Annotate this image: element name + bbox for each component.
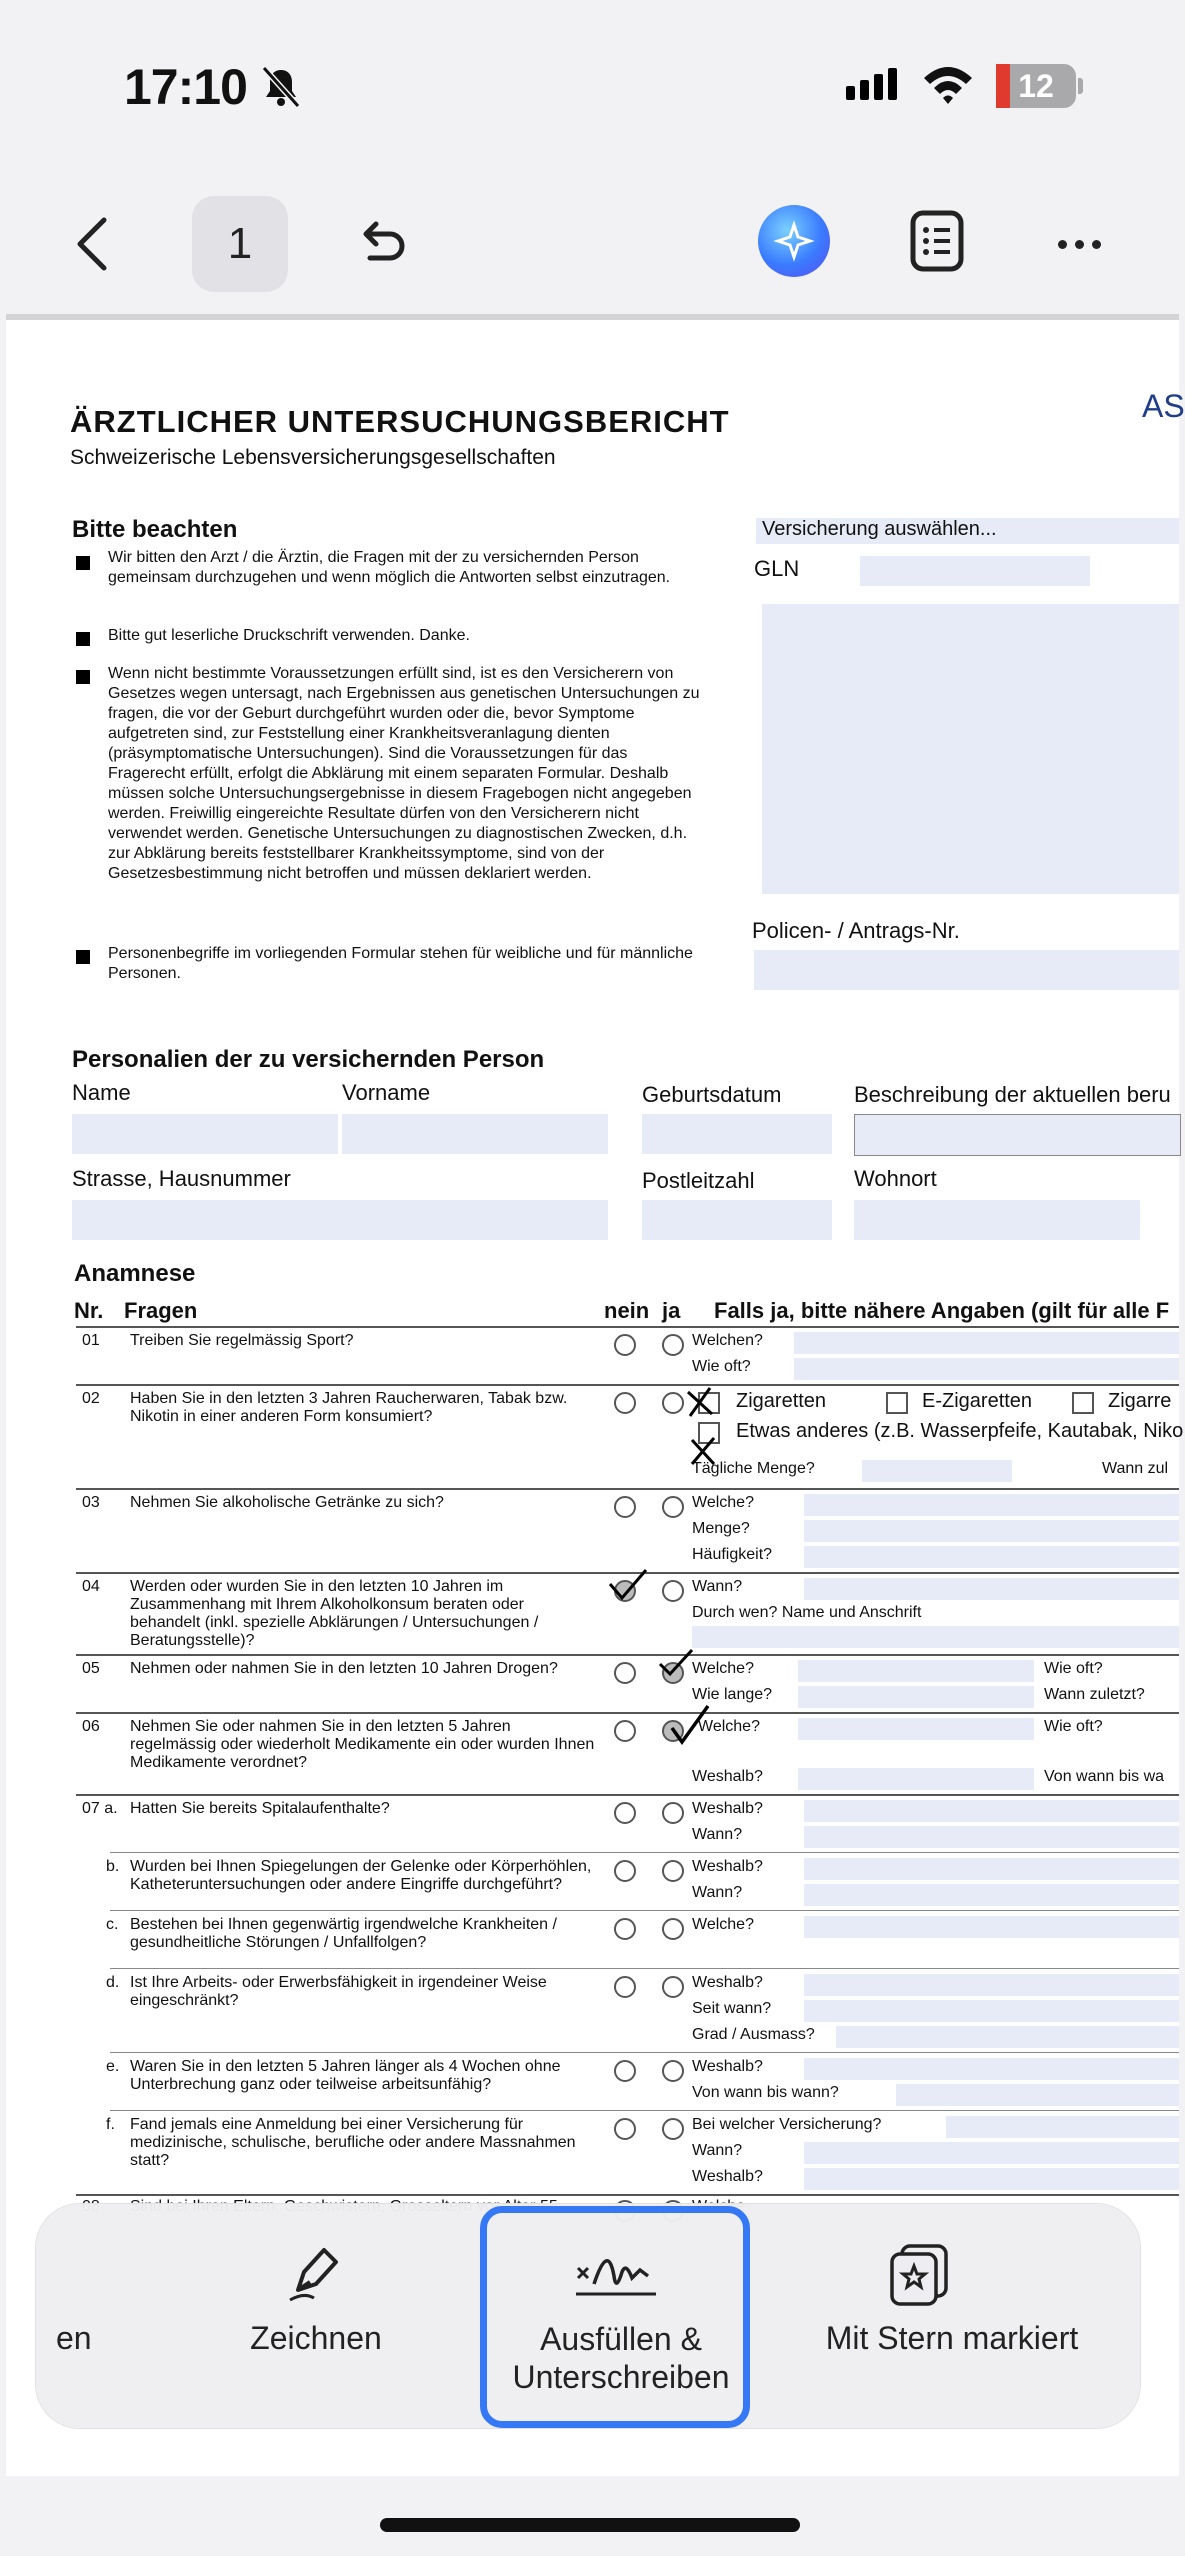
col-ja: ja	[662, 1298, 681, 1323]
detail-label: Wie lange?	[692, 1686, 773, 1703]
ja-radio[interactable]	[662, 1580, 684, 1602]
question-number: c.	[106, 1916, 119, 1933]
ja-radio[interactable]	[662, 1976, 684, 1998]
ja-radio[interactable]	[662, 2118, 684, 2140]
detail-field[interactable]	[804, 2168, 1179, 2190]
doc-subtitle: Schweizerische Lebensversicherungsgesellschaften	[70, 446, 556, 469]
question-text: Nehmen Sie alkoholische Getränke zu sich?	[130, 1494, 444, 1511]
detail-label: Welchen?	[692, 1332, 763, 1349]
wohnort-label: Wohnort	[854, 1166, 937, 1191]
pen-draw-icon[interactable]	[284, 2242, 344, 2306]
more-options-icon[interactable]	[1058, 236, 1109, 254]
question-text: Haben Sie in den letzten 3 Jahren Raucherwaren, Tabak bzw. Nikotin in einer anderen Form konsumiert?	[130, 1390, 568, 1425]
table-rule	[76, 1384, 1179, 1386]
strasse-field[interactable]	[72, 1200, 608, 1240]
detail-label: Zigarre	[1108, 1390, 1172, 1412]
detail-label: Welche?	[692, 1916, 754, 1933]
undo-icon[interactable]	[354, 216, 410, 272]
detail-label: Weshalb?	[692, 2168, 763, 2185]
question-text: Werden oder wurden Sie in den letzten 10 Jahren im Zusammenhang mit Ihrem Alkoholkonsum beraten oder behandelt (inkl. spezielle Abklärungen / Untersuchungen / Beratungsstelle)?	[130, 1578, 539, 1649]
zigarre-checkbox[interactable]	[1072, 1392, 1094, 1414]
question-number: 04	[82, 1578, 100, 1595]
nein-radio[interactable]	[614, 1918, 636, 1940]
detail-label: Zigaretten	[736, 1390, 827, 1412]
stamp-field[interactable]	[762, 604, 1179, 894]
detail-label: Häufigkeit?	[692, 1546, 773, 1563]
outline-list-icon[interactable]	[910, 210, 964, 272]
battery-level: 12	[1018, 68, 1054, 104]
detail-field[interactable]	[794, 1332, 1179, 1354]
table-rule	[76, 2194, 1179, 2196]
question-number: b.	[106, 1858, 120, 1875]
table-rule	[110, 1968, 1179, 1969]
ja-radio[interactable]	[662, 1496, 684, 1518]
detail-label: Tägliche Menge?	[692, 1460, 815, 1477]
detail-field[interactable]	[804, 2142, 1179, 2164]
detail-label: Weshalb?	[692, 1974, 763, 1991]
ja-radio[interactable]	[662, 1392, 684, 1414]
page-number-button[interactable]: 1	[192, 196, 288, 292]
e-zigaretten-checkbox[interactable]	[886, 1392, 908, 1414]
question-number: f.	[106, 2116, 115, 2133]
anamnese-heading: Anamnese	[74, 1260, 196, 1287]
detail-label: Von wann bis wann?	[692, 2084, 839, 2101]
detail-field[interactable]	[804, 2058, 1179, 2080]
question-text: Fand jemals eine Anmeldung bei einer Versicherung für medizinische, schulische, berufliche oder andere Massnahmen statt?	[130, 2116, 576, 2169]
detail-label: Von wann bis wa	[1044, 1768, 1165, 1785]
name-label: Name	[72, 1080, 131, 1105]
question-number: 03	[82, 1494, 100, 1511]
detail-field[interactable]	[804, 1494, 1179, 1516]
detail-field[interactable]	[804, 1916, 1179, 1938]
detail-field[interactable]	[798, 1660, 1034, 1682]
detail-field[interactable]	[804, 2000, 1179, 2022]
nein-radio[interactable]	[614, 2060, 636, 2082]
detail-label: Grad / Ausmass?	[692, 2026, 815, 2043]
detail-label: Wie oft?	[1044, 1718, 1103, 1735]
battery-indicator	[996, 64, 1076, 108]
ja-radio[interactable]	[662, 1860, 684, 1882]
nein-radio[interactable]	[614, 1334, 636, 1356]
detail-field[interactable]	[798, 1718, 1034, 1740]
silent-bell-icon	[258, 64, 304, 110]
detail-label: Weshalb?	[692, 1858, 763, 1875]
handwritten-check-mark	[606, 1566, 650, 1602]
detail-label: Wann?	[692, 1578, 743, 1595]
detail-field[interactable]	[804, 1578, 1179, 1600]
table-rule	[76, 1654, 1179, 1656]
bullet-marker	[76, 556, 90, 570]
detail-field[interactable]	[798, 1686, 1034, 1708]
detail-label: Welche?	[698, 1718, 760, 1735]
nein-radio[interactable]	[614, 1662, 636, 1684]
detail-label: Wie oft?	[692, 1358, 751, 1375]
handwritten-cross-marks	[682, 1380, 732, 1470]
detail-field[interactable]	[804, 1520, 1179, 1542]
status-time: 17:10	[124, 59, 247, 115]
cellular-signal-icon	[846, 68, 902, 100]
question-number: 02	[82, 1390, 100, 1407]
question-text: Wurden bei Ihnen Spiegelungen der Gelenke oder Körperhöhlen, Katheteruntersuchungen oder andere Eingriffe durchgeführt?	[130, 1858, 592, 1893]
detail-field[interactable]	[862, 1460, 1012, 1482]
detail-label: Wann?	[692, 2142, 743, 2159]
question-text: Nehmen oder nahmen Sie in den letzten 10 Jahren Drogen?	[130, 1660, 558, 1677]
table-rule	[110, 2110, 1179, 2111]
ja-radio[interactable]	[662, 1334, 684, 1356]
detail-label: Wie oft?	[1044, 1660, 1103, 1677]
vorname-label: Vorname	[342, 1080, 431, 1105]
detail-field[interactable]	[794, 1358, 1179, 1380]
policen-field[interactable]	[754, 950, 1179, 990]
detail-label: E-Zigaretten	[922, 1390, 1033, 1412]
bullet-marker	[76, 950, 90, 964]
gln-field[interactable]	[860, 556, 1090, 586]
versicherung-placeholder: Versicherung auswählen...	[762, 518, 997, 540]
table-rule	[110, 2052, 1179, 2053]
association-logo: AS	[1142, 388, 1185, 424]
table-rule	[110, 1852, 1179, 1853]
detail-label: Weshalb?	[692, 2058, 763, 2075]
question-text: Nehmen Sie oder nahmen Sie in den letzten 5 Jahren regelmässig oder wiederholt Medikamente ein oder wurden Ihnen Medikamente verordnet?	[130, 1718, 595, 1771]
nein-radio[interactable]	[614, 1720, 636, 1742]
ja-radio[interactable]	[662, 2060, 684, 2082]
detail-field[interactable]	[804, 1884, 1179, 1906]
nein-radio[interactable]	[614, 1860, 636, 1882]
question-number: e.	[106, 2058, 120, 2075]
table-rule	[110, 1910, 1179, 1911]
starred-pages-icon[interactable]	[884, 2242, 954, 2308]
tool-partial-label[interactable]: en	[56, 2320, 92, 2356]
nein-radio[interactable]	[614, 2118, 636, 2140]
table-rule	[76, 1326, 1179, 1328]
detail-label: Weshalb?	[692, 1768, 763, 1785]
detail-field[interactable]	[896, 2084, 1179, 2106]
nein-radio[interactable]	[614, 1496, 636, 1518]
table-rule	[76, 1794, 1179, 1796]
nein-radio[interactable]	[614, 1392, 636, 1414]
geburtsdatum-label: Geburtsdatum	[642, 1082, 782, 1107]
wohnort-field[interactable]	[854, 1200, 1140, 1240]
bullet-text: Wir bitten den Arzt / die Ärztin, die Fragen mit der zu versichernden Person gemeinsam durchzugehen und wenn möglich die Antworten selbst einzutragen.	[108, 549, 671, 586]
battery-nub	[1078, 78, 1083, 94]
plz-label: Postleitzahl	[642, 1168, 755, 1193]
vorname-field[interactable]	[342, 1114, 608, 1154]
ja-radio[interactable]	[662, 1918, 684, 1940]
question-number: 06	[82, 1718, 100, 1735]
detail-label: Welche?	[692, 1494, 754, 1511]
detail-label: Etwas anderes (z.B. Wasserpfeife, Kautabak, Niko	[736, 1420, 1184, 1442]
beschreibung-field[interactable]	[854, 1114, 1181, 1156]
beschreibung-label: Beschreibung der aktuellen beru	[854, 1082, 1171, 1107]
bullet-marker	[76, 670, 90, 684]
question-text: Waren Sie in den letzten 5 Jahren länger als 4 Wochen ohne Unterbrechung ganz oder teilweise arbeitsunfähig?	[130, 2058, 561, 2093]
handwritten-check-mark	[656, 1646, 696, 1678]
detail-label: Wann?	[692, 1884, 743, 1901]
policen-label: Policen- / Antrags-Nr.	[752, 918, 960, 943]
question-number: d.	[106, 1974, 120, 1991]
geburtsdatum-field[interactable]	[642, 1114, 832, 1154]
question-number: 07 a.	[82, 1800, 118, 1817]
detail-label: Weshalb?	[692, 1800, 763, 1817]
detail-field[interactable]	[804, 1800, 1179, 1822]
wifi-icon	[922, 62, 974, 106]
detail-label: Welche?	[692, 1660, 754, 1677]
fill-sign-selected-highlight	[480, 2206, 750, 2428]
strasse-label: Strasse, Hausnummer	[72, 1166, 291, 1191]
bullet-marker	[76, 632, 90, 646]
fill-sign-tool-label[interactable]: Ausfüllen & Unterschreiben	[512, 2321, 730, 2395]
detail-label: Menge?	[692, 1520, 750, 1537]
bitte-beachten-heading: Bitte beachten	[72, 516, 238, 543]
detail-field[interactable]	[804, 1858, 1179, 1880]
detail-field[interactable]	[804, 1546, 1179, 1568]
nein-radio[interactable]	[614, 1802, 636, 1824]
plz-field[interactable]	[642, 1200, 832, 1240]
ai-assistant-icon[interactable]	[758, 205, 830, 277]
col-falls: Falls ja, bitte nähere Angaben (gilt für alle F	[714, 1298, 1170, 1323]
col-nein: nein	[604, 1298, 650, 1323]
doc-title: ÄRZTLICHER UNTERSUCHUNGSBERICHT	[70, 404, 730, 439]
question-number: 01	[82, 1332, 100, 1349]
detail-field[interactable]	[798, 1768, 1034, 1790]
detail-label: Seit wann?	[692, 2000, 772, 2017]
detail-label: Wann zuletzt?	[1044, 1686, 1145, 1703]
ja-radio[interactable]	[662, 1802, 684, 1824]
versicherung-dropdown[interactable]	[756, 518, 1179, 544]
detail-label: Durch wen? Name und Anschrift	[692, 1604, 922, 1621]
bullet-text: Wenn nicht bestimmte Voraussetzungen erfüllt sind, ist es den Versicherern von Gesetzes wegen untersagt, nach Ergebnissen aus genetischen Untersuchungen zu fragen, die vor der Geburt durchgeführt wurden oder die, bevor Symptome aufgetreten sind, zur Feststellung einer Krankheitsveranlagung dienten (präsymptomatische Untersuchungen). Sind die Voraussetzungen für das Fragerecht erfüllt, erfolgt die Abklärung mit einem separaten Formular. Deshalb müssen solche Untersuchungsergebnisse in diesem Fragebogen nicht angegeben werden. Freiwillig eingereichte Resultate dürfen von den Versicherern nicht verwendet werden. Genetische Untersuchungen zu diagnostischen Zwecken, d.h. zur Abklärung bereits feststellbarer Krankheitssymptome, sind von der Gesetzesbestimmung nicht betroffen und müssen deklariert werden.	[108, 665, 700, 882]
question-number: 05	[82, 1660, 100, 1677]
question-text: Hatten Sie bereits Spitalaufenthalte?	[130, 1800, 390, 1817]
draw-tool-label[interactable]: Zeichnen	[250, 2320, 382, 2356]
detail-label: Wann?	[692, 1826, 743, 1843]
pdf-page	[6, 314, 1185, 2476]
question-text: Treiben Sie regelmässig Sport?	[130, 1332, 354, 1349]
gln-label: GLN	[754, 556, 800, 581]
detail-field[interactable]	[692, 1626, 1179, 1648]
personalien-heading: Personalien der zu versichernden Person	[72, 1046, 545, 1073]
starred-tool-label[interactable]: Mit Stern markiert	[825, 2320, 1079, 2356]
bullet-text: Personenbegriffe im vorliegenden Formular stehen für weibliche und für männliche Personen.	[108, 945, 693, 982]
detail-field[interactable]	[804, 1974, 1179, 1996]
col-fragen: Fragen	[124, 1298, 198, 1323]
question-text: Ist Ihre Arbeits- oder Erwerbsfähigkeit in irgendeiner Weise eingeschränkt?	[130, 1974, 547, 2009]
bullet-text: Bitte gut leserliche Druckschrift verwenden. Danke.	[108, 627, 470, 644]
table-rule	[76, 1712, 1179, 1714]
question-text: Bestehen bei Ihnen gegenwärtig irgendwelche Krankheiten / gesundheitliche Störungen / Unfallfolgen?	[130, 1916, 557, 1951]
col-nr: Nr.	[74, 1298, 104, 1323]
detail-field[interactable]	[804, 1826, 1179, 1848]
home-indicator	[380, 2518, 800, 2532]
detail-label: Wann zul	[1102, 1460, 1169, 1477]
name-field[interactable]	[72, 1114, 338, 1154]
table-rule	[76, 1488, 1179, 1490]
detail-field[interactable]	[946, 2116, 1179, 2138]
detail-label: Bei welcher Versicherung?	[692, 2116, 882, 2133]
nein-radio[interactable]	[614, 1976, 636, 1998]
detail-field[interactable]	[836, 2026, 1179, 2048]
back-chevron-icon[interactable]	[72, 214, 112, 274]
